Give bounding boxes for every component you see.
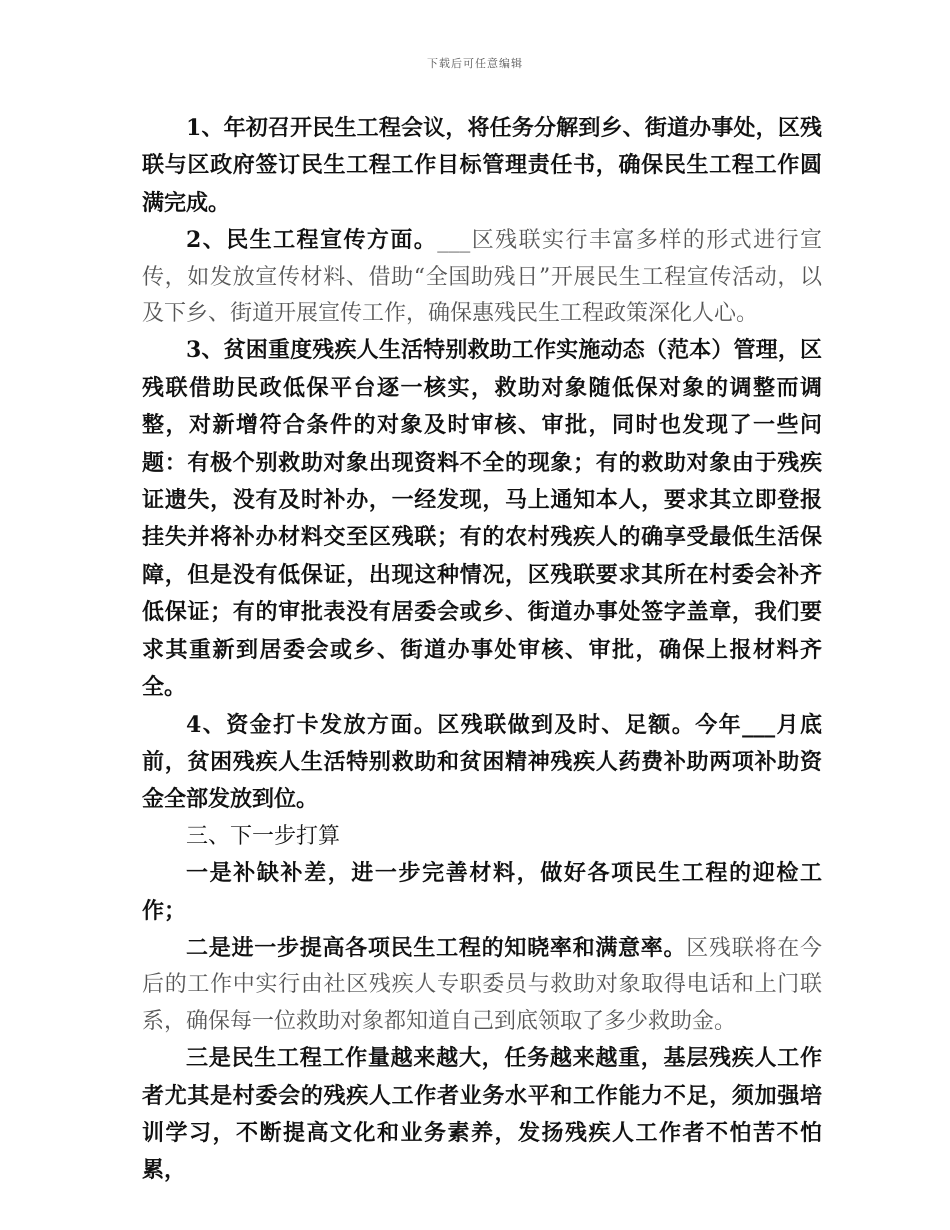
paragraph-4-bold-text: 4、资金打卡发放方面。区残联做到及时、足额。今年___月底前，贫困残疾人生活特别救助和贫困精神残疾人药费补助两项补助资金全部发放到位。 bbox=[142, 711, 822, 813]
paragraph-2 bbox=[142, 222, 822, 332]
paragraph-plan-3 bbox=[142, 1040, 822, 1190]
paragraph-plan-2-bold-text: 二是进一步提高各项民生工程的知晓率和满意率。 bbox=[186, 934, 687, 961]
paragraph-4 bbox=[142, 707, 822, 819]
paragraph-3 bbox=[142, 332, 822, 706]
paragraph-1-bold-text: 1、年初召开民生工程会议，将任务分解到乡、街道办事处，区残联与区政府签订民生工程工作目标管理责任书，确保民生工程工作圆满完成。 bbox=[142, 115, 822, 216]
section-heading-text: 三、下一步打算 bbox=[186, 823, 341, 849]
paragraph-plan-3-bold-text: 三是民生工程工作量越来越大，任务越来越重，基层残疾人工作者尤其是村委会的残疾人工作者业务水平和工作能力不足，须加强培训学习，不断提高文化和业务素养，发扬残疾人工作者不怕苦不怕累， bbox=[142, 1045, 822, 1184]
paragraph-plan-2-light-text: 区残联将在今后的工作中实行由社区残疾人专职委员与救助对象取得电话和上门联系，确保每一位救助对象都知道自己到底领取了多少救助金。 bbox=[142, 935, 822, 1034]
paragraph-2-bold-text: 2、民生工程宣传方面。 bbox=[186, 227, 438, 254]
paragraph-plan-1 bbox=[142, 855, 822, 930]
paragraph-2-light-text: ___区残联实行丰富多样的形式进行宣传，如发放宣传材料、借助“全国助残日”开展民生工程宣传活动，以及下乡、街道开展宣传工作，确保惠残民生工程政策深化人心。 bbox=[142, 228, 822, 327]
paragraph-plan-1-bold-text: 一是补缺补差，进一步完善材料，做好各项民生工程的迎检工作； bbox=[142, 860, 822, 924]
page-header-note: 下载后可任意编辑 bbox=[427, 57, 523, 70]
paragraph-plan-2 bbox=[142, 930, 822, 1040]
section-heading bbox=[142, 819, 822, 855]
paragraph-3-bold-text: 3、贫困重度残疾人生活特别救助工作实施动态（范本）管理，区残联借助民政低保平台逐一核实，救助对象随低保对象的调整而调整，对新增符合条件的对象及时审核、审批，同时也发现了一些问题：有极个别救助对象出现资料不全的现象；有的救助对象由于残疾证遗失，没有及时补办，一经发现，马上通知本人，要求其立即登报挂失并将补办材料交至区残联；有的农村残疾人的确享受最低生活保障，但是没有低保证，出现这种情况，区残联要求其所在村委会补齐低保证；有的审批表没有居委会或乡、街道办事处签字盖章，我们要求其重新到居委会或乡、街道办事处审核、审批，确保上报材料齐全。 bbox=[142, 337, 822, 701]
paragraph-1 bbox=[142, 110, 822, 222]
document-body bbox=[142, 110, 822, 1190]
